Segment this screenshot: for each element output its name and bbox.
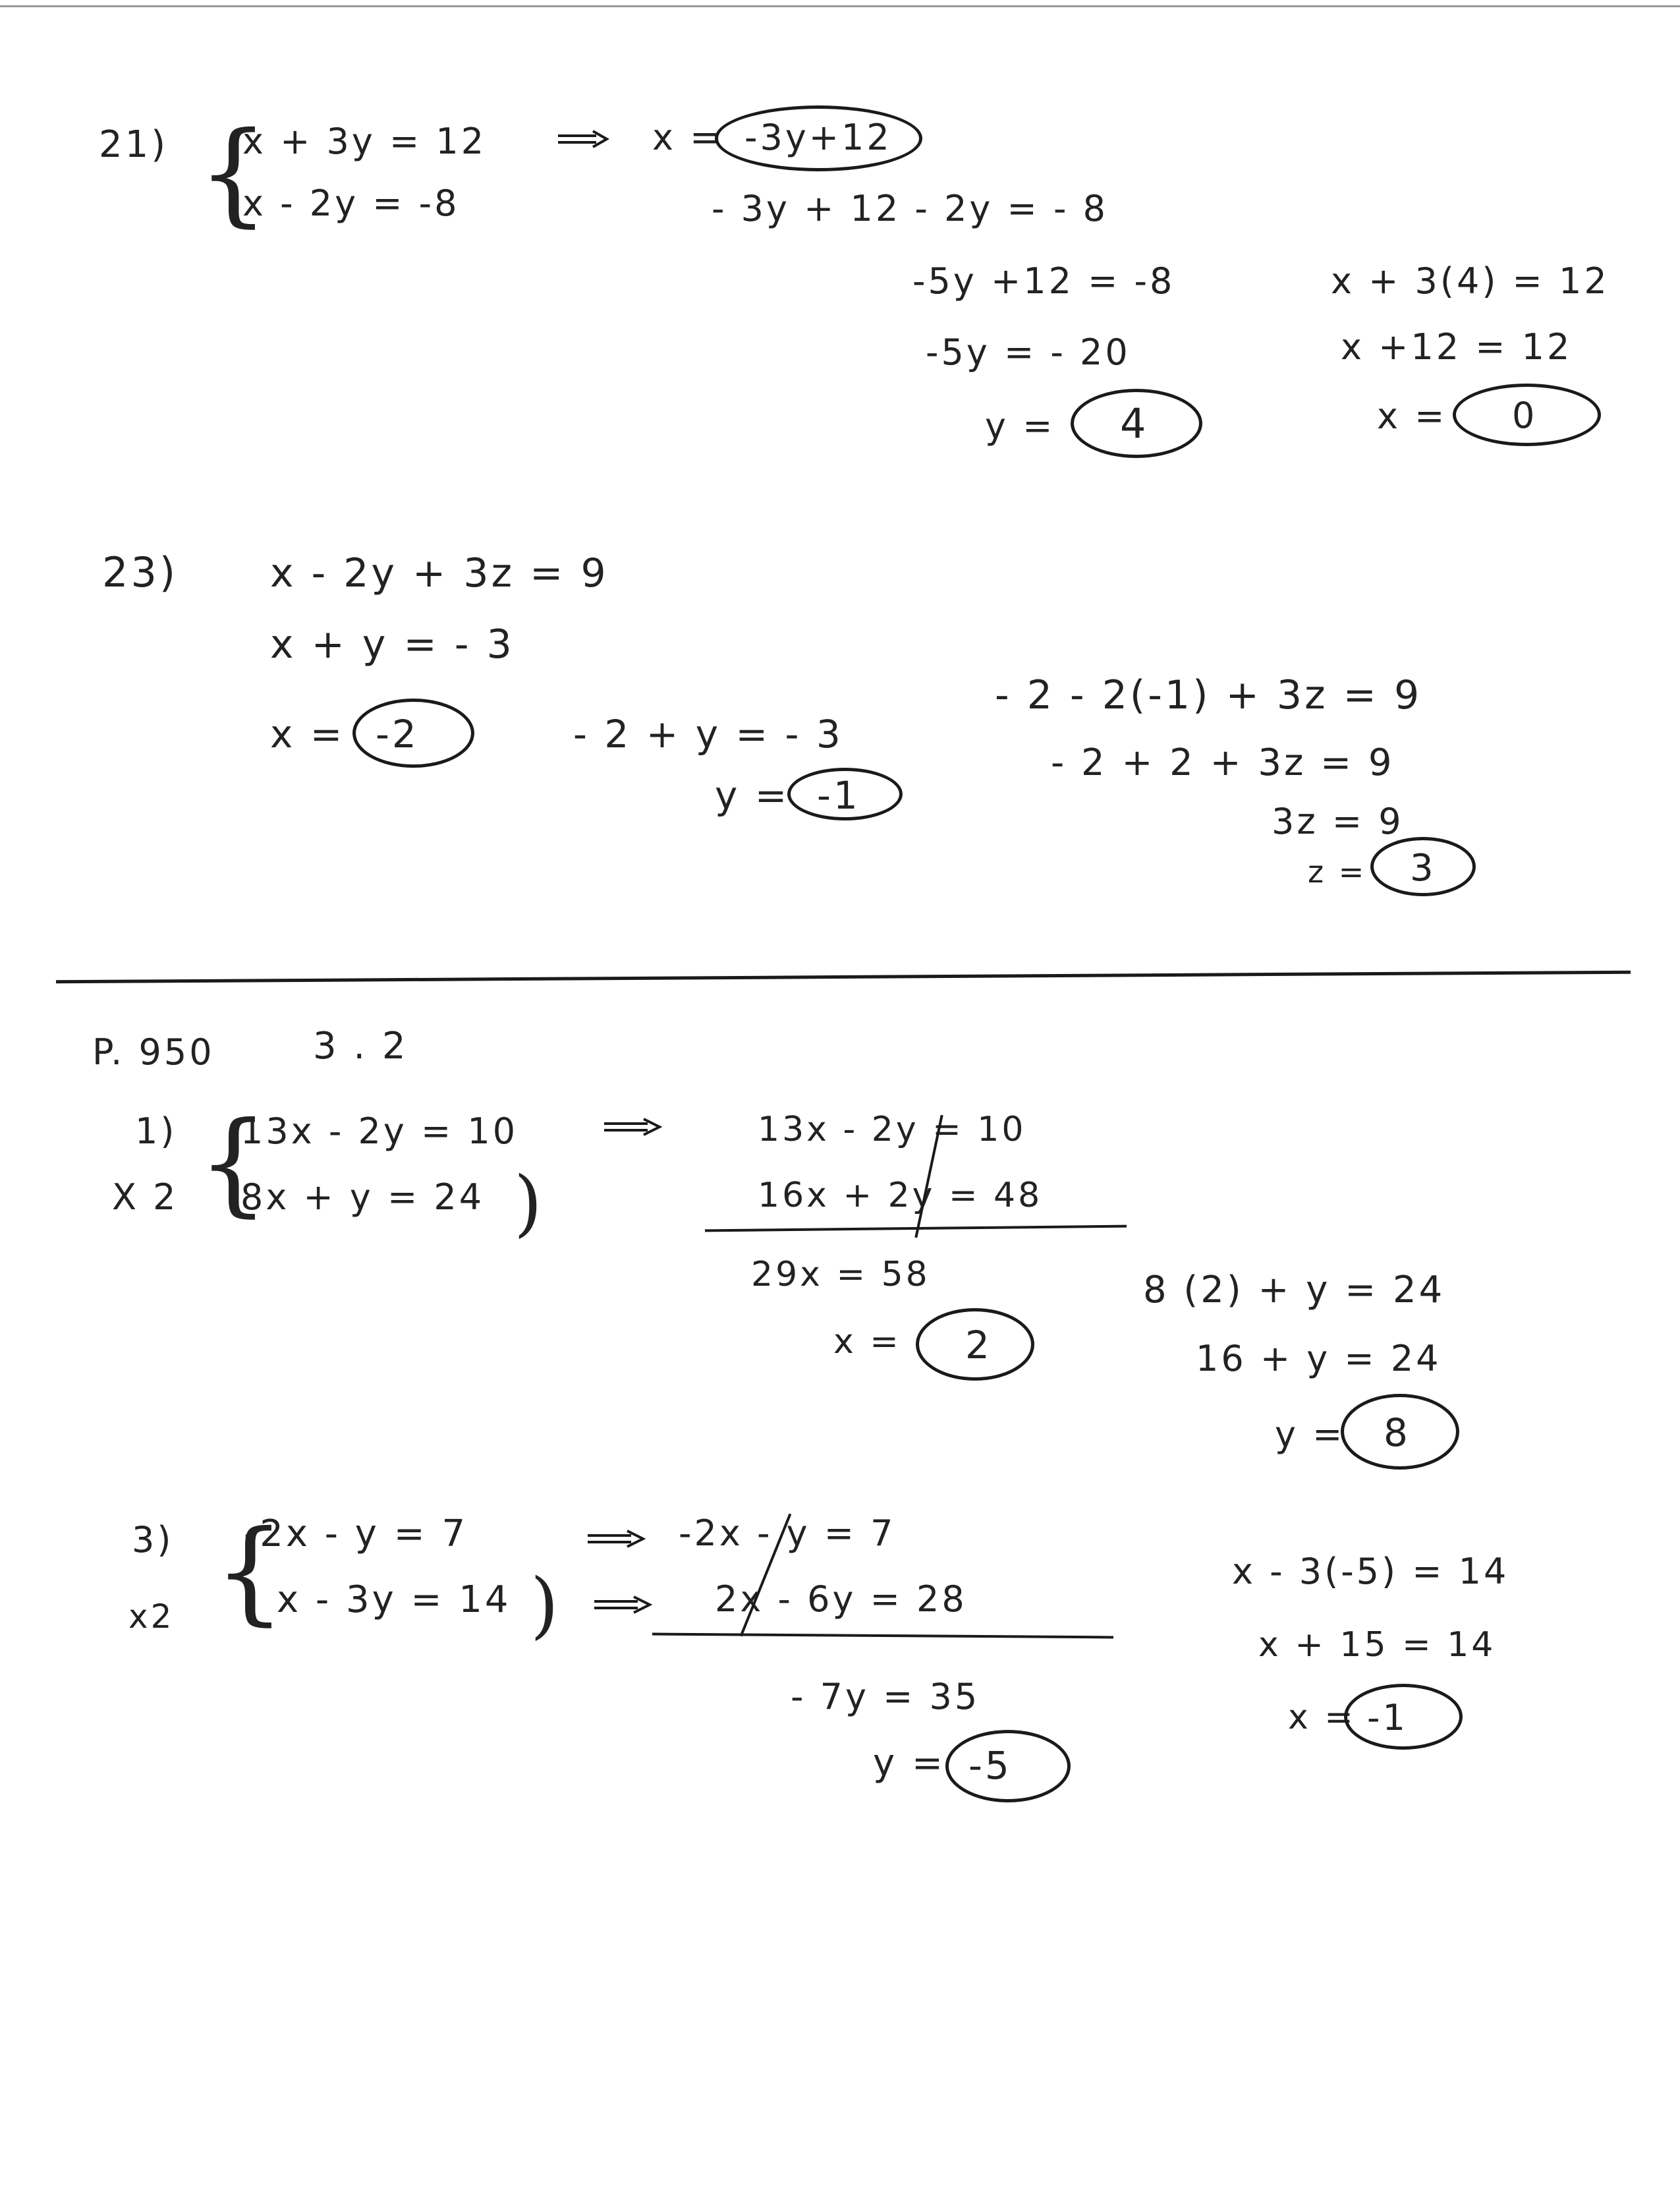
implies-arrow-icon (586, 1529, 646, 1549)
implies-arrow-icon (557, 129, 609, 149)
problem-3-y-val: -5 (968, 1743, 1012, 1788)
problem-23-z-lhs: z = (1308, 854, 1367, 890)
problem-21-step3: -5y = - 20 (926, 331, 1131, 373)
problem-1-b1: 8 (2) + y = 24 (1143, 1269, 1445, 1311)
problem-23-z-val: 3 (1410, 847, 1436, 890)
section-number: 3 . 2 (313, 1025, 408, 1068)
problem-1-eq2: 8x + y = 24 (240, 1176, 485, 1218)
problem-23-label: 23) (102, 548, 179, 596)
problem-21-x-val: 0 (1512, 395, 1538, 436)
problem-21-x-lhs: x = (652, 117, 723, 158)
top-edge-line (0, 5, 1680, 7)
problem-21-y-lhs: y = (985, 405, 1055, 447)
page-reference: P. 950 (92, 1031, 215, 1073)
problem-23-y-lhs: y = (715, 773, 790, 818)
problem-3-x-val: -1 (1367, 1697, 1408, 1738)
problem-3-y-lhs: y = (873, 1742, 945, 1785)
problem-1-e2: 16x + 2y = 48 (758, 1176, 1043, 1215)
problem-3-sum: - 7y = 35 (791, 1676, 980, 1717)
problem-3-eq1: -2x - y = 7 (244, 1512, 468, 1555)
problem-23-y-val: -1 (817, 773, 860, 818)
problem-21-x-expr: -3y+12 (744, 117, 892, 158)
problem-23-s3: 3z = 9 (1272, 801, 1404, 842)
problem-3-eq2: x - 3y = 14 (277, 1578, 511, 1621)
problem-21-step1: - 3y + 12 - 2y = - 8 (712, 188, 1108, 229)
problem-3-e2: 2x - 6y = 28 (715, 1578, 967, 1620)
implies-arrow-icon (603, 1117, 662, 1137)
problem-21-eq1: x + 3y = 12 (242, 121, 487, 162)
sum-line (652, 1633, 1113, 1639)
problem-23-x-lhs: x = (270, 712, 345, 757)
problem-3-e1: -2x - y = 7 (679, 1512, 896, 1554)
problem-21-x-lhs2: x = (1377, 395, 1447, 437)
problem-3-multiplier: x2 (128, 1597, 175, 1636)
problem-3-label: 3) (132, 1519, 174, 1561)
implies-arrow-icon (593, 1595, 652, 1615)
problem-23-sub1: - 2 + y = - 3 (573, 712, 843, 757)
problem-23-eq1: x - 2y + 3z = 9 (270, 550, 609, 596)
problem-1-e1: 13x - 2y = 10 (758, 1110, 1026, 1149)
problem-1-close-paren: ) (514, 1161, 542, 1245)
problem-21-back2: x +12 = 12 (1341, 326, 1573, 368)
problem-23-eq2: x + y = - 3 (270, 621, 515, 668)
problem-3-close-paren: ) (530, 1563, 559, 1647)
problem-23-s2: - 2 + 2 + 3z = 9 (1051, 741, 1395, 784)
problem-3-brace: { (214, 1506, 286, 1637)
problem-1-x-val: 2 (965, 1323, 992, 1367)
problem-21-label: 21) (99, 123, 169, 166)
problem-1-multiplier: X 2 (112, 1176, 179, 1218)
section-divider (56, 971, 1631, 984)
problem-23-x-val: -2 (376, 712, 419, 757)
problem-1-y-lhs: y = (1275, 1414, 1345, 1455)
problem-1-eq1: 13x - 2y = 10 (240, 1110, 518, 1152)
problem-21-y-val: 4 (1120, 399, 1149, 447)
problem-1-x-lhs: x = (833, 1322, 901, 1362)
problem-21-brace: { (198, 108, 269, 239)
problem-23-s1: - 2 - 2(-1) + 3z = 9 (995, 672, 1422, 718)
problem-1-brace: { (198, 1098, 269, 1228)
problem-1-sum: 29x = 58 (751, 1255, 930, 1294)
problem-1-label: 1) (135, 1110, 177, 1152)
problem-1-b2: 16 + y = 24 (1196, 1338, 1442, 1379)
problem-1-y-val: 8 (1384, 1410, 1411, 1455)
problem-3-b2: x + 15 = 14 (1258, 1625, 1496, 1665)
problem-3-x-lhs: x = (1288, 1698, 1356, 1737)
problem-3-b1: x - 3(-5) = 14 (1232, 1551, 1509, 1592)
problem-21-eq2: x - 2y = -8 (242, 183, 460, 224)
problem-21-step2: -5y +12 = -8 (912, 260, 1175, 302)
problem-21-back1: x + 3(4) = 12 (1331, 260, 1610, 302)
